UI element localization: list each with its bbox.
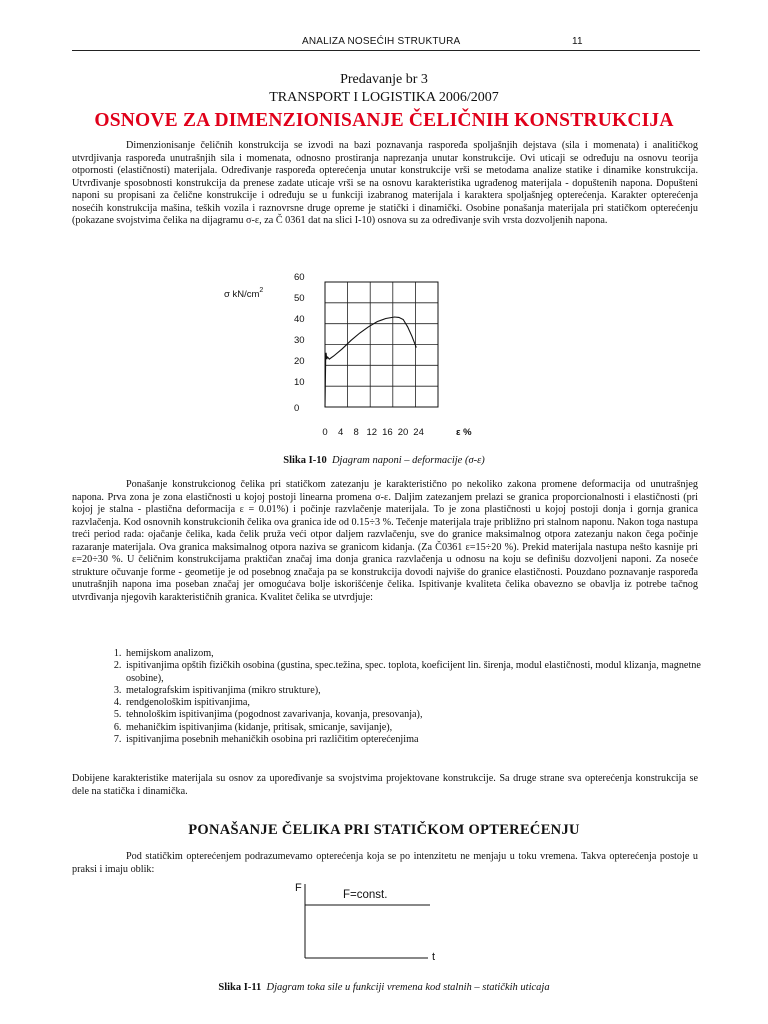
x-tick-label: 8 [353, 427, 359, 438]
caption-text: Djagram toka sile u funkciji vremena kod stalnih – statičkih uticaja [266, 982, 550, 993]
x-tick-label: 24 [413, 427, 424, 438]
caption-text: Djagram naponi – deformacije (σ-ε) [331, 455, 485, 466]
test-methods-list [100, 648, 724, 746]
course-name: TRANSPORT I LOGISTIKA 2006/2007 [269, 90, 499, 105]
document-title: OSNOVE ZA DIMENZIONISANJE ČELIČNIH KONSTRUKCIJA [94, 110, 674, 131]
list-item: 2. ispitivanjima opštih fizičkih osobina (gustina, spec.težina, spec. toplota, koeficijent lin. širenja, modul elastičnosti, modul klizanja, magnetne osobine), [124, 660, 724, 685]
list-item: 4. rendgenološkim ispitivanjima, [124, 697, 724, 709]
x-tick-label: 0 [322, 427, 328, 438]
results-paragraph: Dobijene karakteristike materijala su osnov za upoređivanje sa svojstvima projektovane konstrukcije. Sa druge strane sva opterećenja konstrukcija se dele na statička i dinamička. [72, 773, 698, 797]
force-time-diagram [285, 876, 445, 976]
stress-strain-chart [210, 270, 472, 445]
list-item: 6. mehaničkim ispitivanjima (kidanje, pritisak, smicanje, savijanje), [124, 722, 724, 734]
section-heading: PONAŠANJE ČELIKA PRI STATIČKOM OPTEREĆENJU [188, 822, 580, 838]
x-axis-label: ε % [456, 427, 472, 438]
y-tick-label: 20 [294, 356, 305, 367]
x-tick-label: 12 [366, 427, 378, 438]
y-tick-label: 0 [294, 403, 300, 414]
list-item: 3. metalografskim ispitivanjima (mikro strukture), [124, 685, 724, 697]
behaviour-paragraph: Ponašanje konstrukcionog čelika pri statičkom zatezanju je karakteristično po nekoliko zakona promene deformacija od unutrašnjeg napona. Prva zona je zona elastičnosti u kojoj postoji linearna promena σ-ε. Daljim zatezanjem prelazi se granica proporcionalnosti i elastičnosti (pri kojoj je stalna - plastična deformacija ε = 0.01%) i počinje razvlačenje materijala. To je zona plastičnosti u kojoj postoji donja i gornja granica razvlačenja. Kod osnovnih konstrukcionih čelika ova granica ide od 0.15÷3 %. Tečenje materijala traje približno pri stalnom naponu. Nakon toga nastupa treći period rada: ojačanje čelika, kada čelik pruža veći otpor daljem razvlačenju, sve do granice maksimalnog otpora zatezanju nakon čega počinje razaranje materijala. Ova granica maksimalnog otpora naziva se granicom kidanja. (Za Č0361 ε=15÷20 %). Prekid materijala nastupa nešto kasnije pri ε=20÷30 %. U čeličnim konstrukcijama praktičan značaj ima donja granica razvlačenja u odnosu na koju se definišu dozvoljeni naponi. Za noseće strukture očuvanje forme - geometije je od posebnog značaja pa se konstrukcija dovodi najviše do granice elastičnosti. Pouzdano poznavanje raspoređa unutrašnjih napona ima poseban značaj jer omogućava bolje iskorišćenje čelika. Ispitivanje kvaliteta čelika obavezno se obavlja iz potrebe tačnog utvrđivanja njegovih karakterističnih granica. Kvalitet čelika se utvrdjuje: [72, 479, 698, 603]
t-axis-label: t [432, 951, 436, 963]
page-number: 11 [572, 36, 583, 47]
constant-force-label: F=const. [343, 889, 388, 901]
list-item: 7. ispitivanjima posebnih mehaničkih osobina pri različitim opterećenjima [124, 734, 724, 746]
y-tick-label: 50 [294, 293, 305, 304]
y-tick-labels [294, 272, 305, 414]
x-tick-label: 4 [337, 427, 344, 438]
lecture-number: Predavanje br 3 [340, 72, 428, 87]
running-title: ANALIZA NOSEĆIH STRUKTURA [302, 36, 461, 47]
static-paragraph: Pod statičkim opterećenjem podrazumevamo opterećenja koja se po intenzitetu ne menjaju u toku vremena. Takva opterećenja postoje u praksi i imaju oblik: [72, 851, 698, 875]
y-axis-label: σ $kN/cm^2$ [224, 287, 264, 300]
chart-grid [325, 282, 438, 407]
y-tick-label: 10 [294, 377, 305, 388]
list-item: 5. tehnološkim ispitivanjima (pogodnost zavarivanja, kovanja, presovanja), [124, 709, 724, 721]
y-tick-label: 60 [294, 272, 305, 283]
x-tick-label: 16 [382, 427, 393, 438]
x-tick-label: 20 [397, 427, 409, 438]
figure-caption-i11 [0, 982, 768, 993]
list-item: 1. hemijskom analizom, [124, 648, 724, 660]
figure-caption-i10 [0, 455, 768, 466]
caption-number: Slika I-10 [283, 455, 327, 466]
y-tick-label: 30 [294, 335, 305, 346]
caption-number: Slika I-11 [218, 982, 262, 993]
x-tick-labels [322, 427, 424, 438]
stress-strain-curve [325, 317, 416, 407]
f-axis-label: F [295, 882, 302, 894]
intro-paragraph: Dimenzionisanje čeličnih konstrukcija se izvodi na bazi poznavanja raspoređa spoljašnjih dejstava (sila i momenata) i analitičkog utvrdjivanja raspoređa unutrašnjih sila i momenata, odnosno prostiranja naprezanja unutar konstrukcije. Ovi uticaji se određuju na osnovu teorija otpornosti (elastičnosti) materijala. Određivanje raspoređa opterećenja unutar konstrukcije vrši se metodama analize statike i dinamike konstrukcija. Utvrđivanje sposobnosti konstrukcija da prenese zadate uticaje vrši se na osnovu karakteristika ugrađenog materijala - dopuštenih napona. Dopušteni naponi su propisani za čelične konstrukcije i određuju se u funkciji izabranog materijala i karaktera spoljašnjeg opterećenja. Karakter opterećenja nosećih konstrukcija mašina, teških vozila i raznovrsne druge opreme je statički i dinamički. Osobine ponašanja materijala pri statičkom opterećenju (pokazane svojstvima čelika na dijagramu σ-ε, za Č 0361 dat na slici I-10) osnova su za određivanje svih vrsta dozvoljenih napona. [72, 140, 698, 226]
y-tick-label: 40 [294, 314, 305, 325]
running-header [72, 36, 700, 51]
